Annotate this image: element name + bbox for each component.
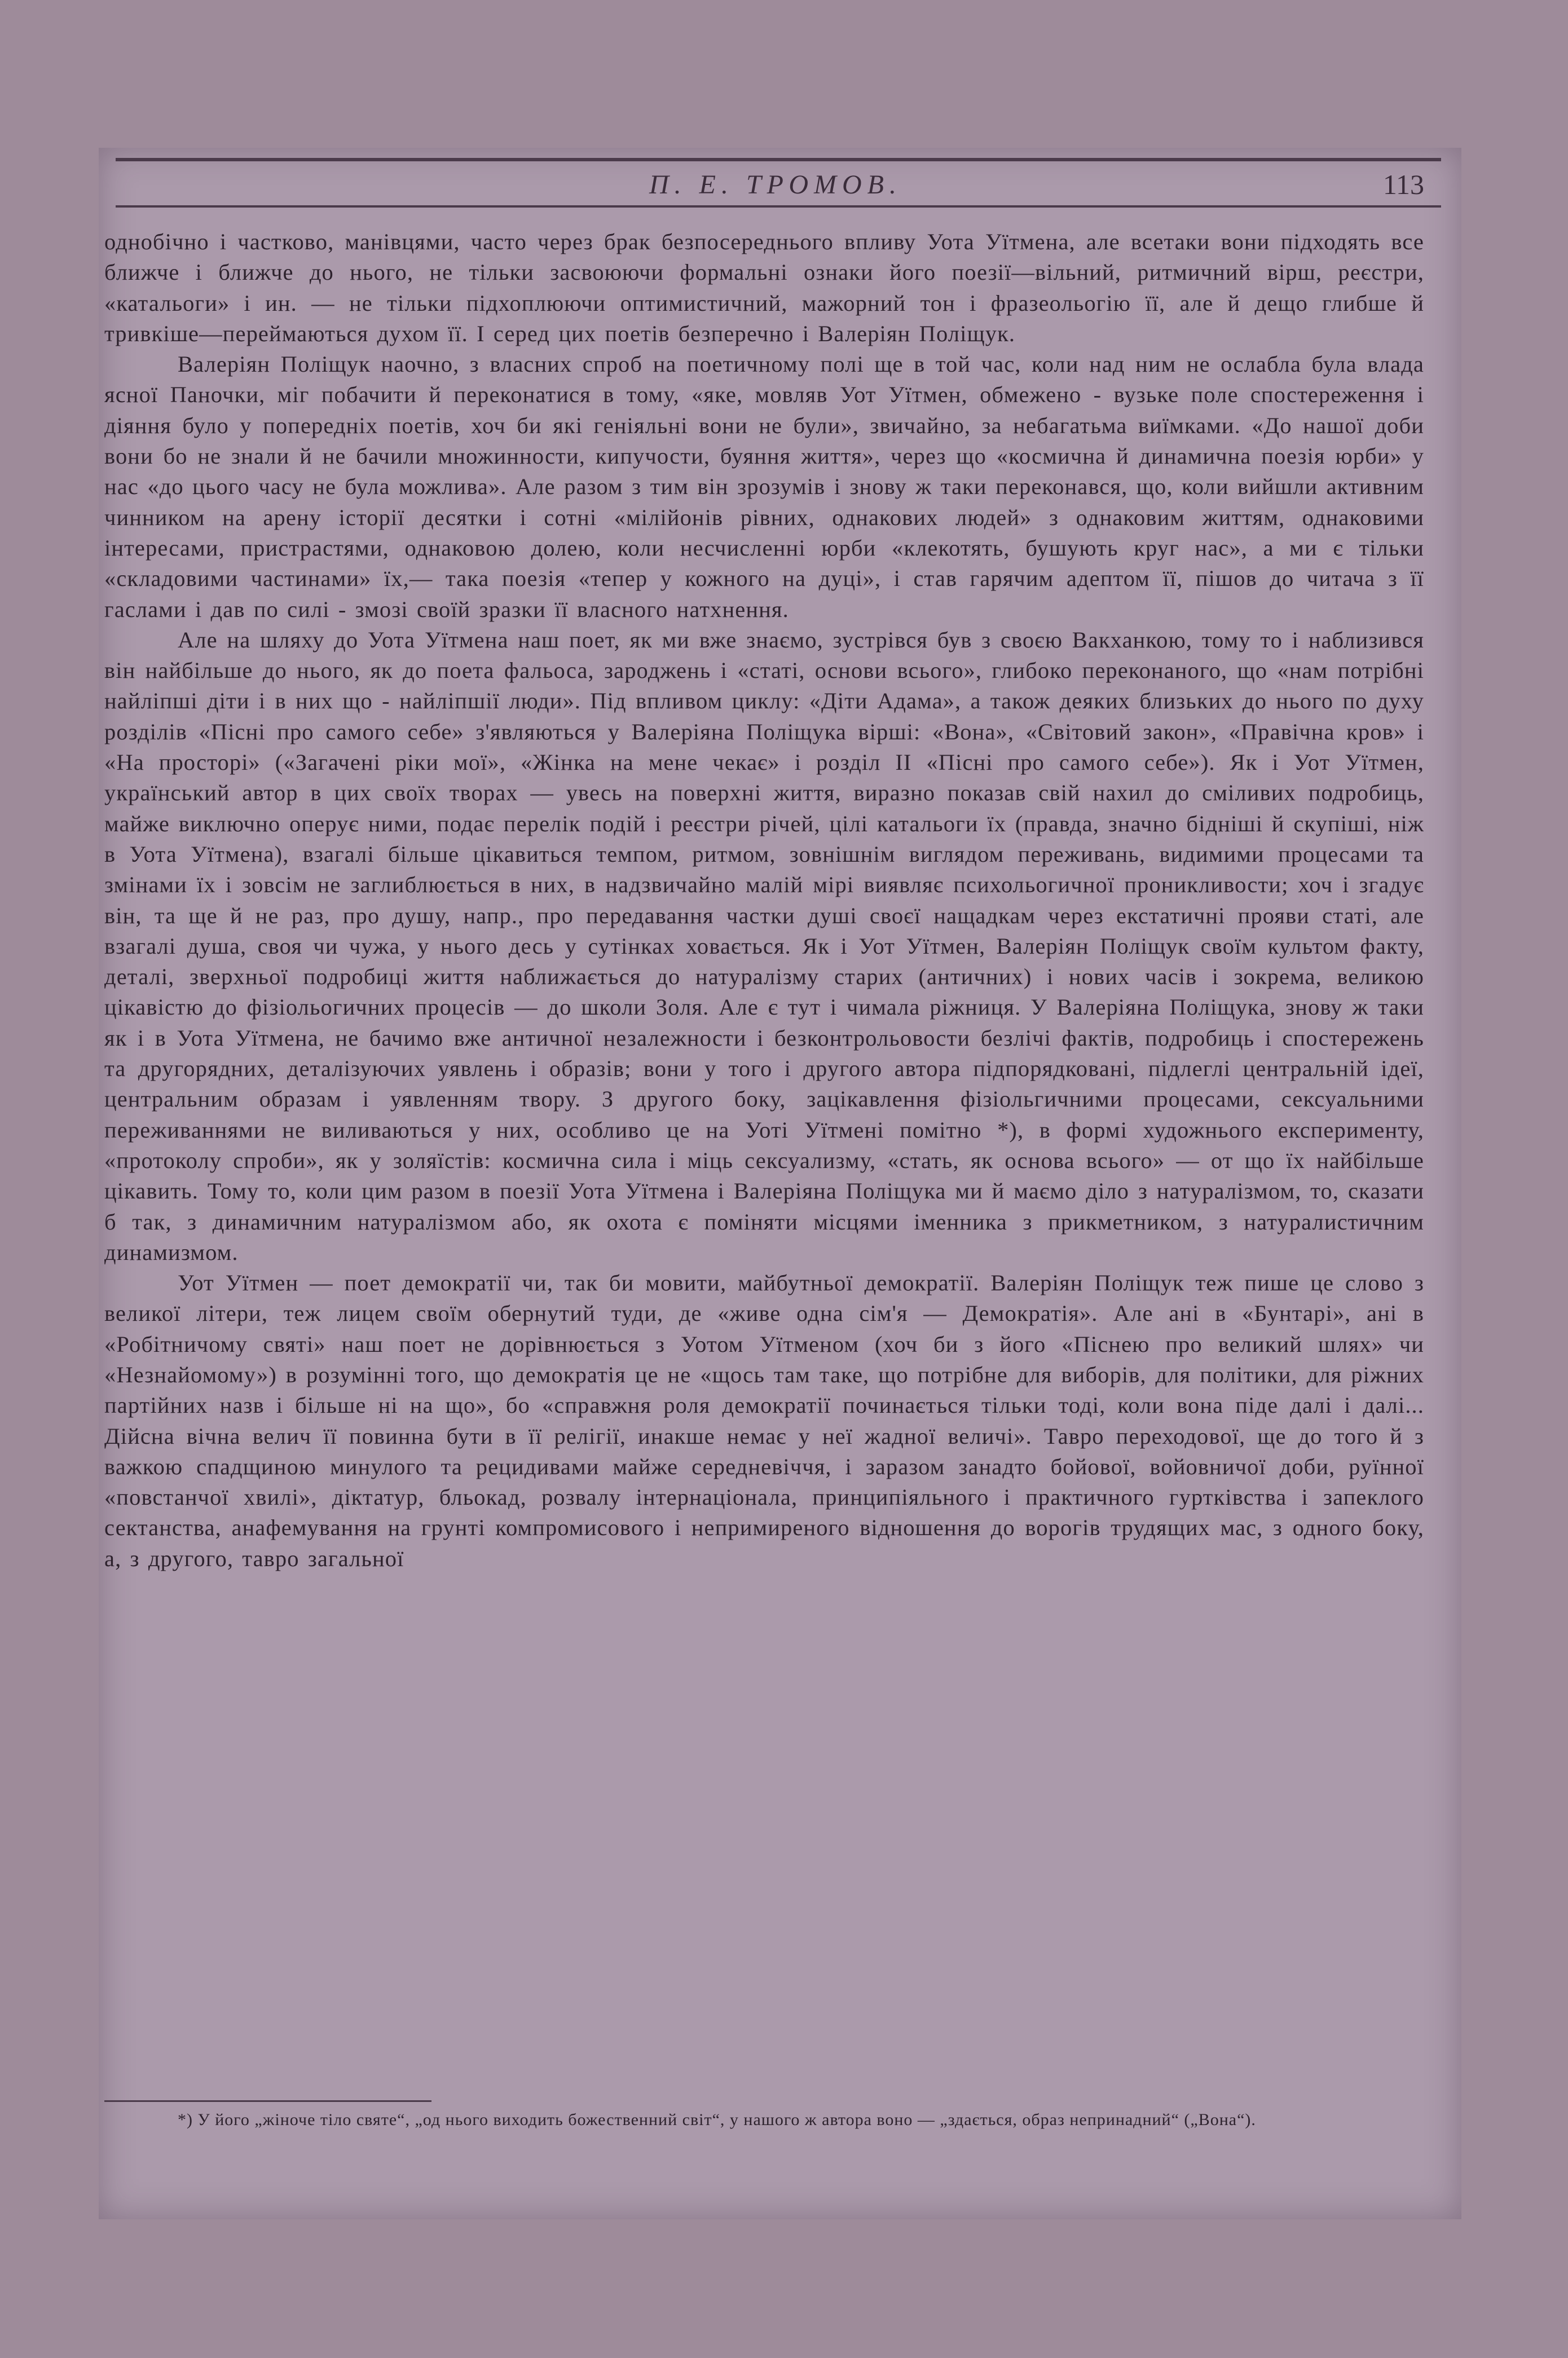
paragraph-1: однобічно і частково, манівцями, часто через брак безпосереднього впливу Уота Уїтмена, але всетаки вони підходять все ближче і ближче до нього, не тільки засвоюючи формальні ознаки його поезії—вільний, ритмичний вірш, реєстри, «катальоги» і ин. — не тільки підхоплюючи оптимистичний, мажорний тон і фразеольогію її, але й дещо глибше й тривкіше—переймаються духом її. І серед цих поетів безперечно і Валеріян Поліщук. <box>104 229 1424 346</box>
footnote-marker: *) <box>178 2110 193 2129</box>
header-rule-bottom <box>116 205 1441 208</box>
header-rule-top <box>116 158 1441 161</box>
paragraph-4: Уот Уїтмен — поет демократії чи, так би мовити, майбутньої демократії. Валеріян Поліщук теж пише це слово з великої літери, теж лицем своїм обернутий туди, де «живе одна сім'я — Демократія». Але ані в «Бунтарі», ані в «Робітничому святі» наш поет не дорівнюється з Уотом Уїтменом (хоч би з його «Піснею про великий шлях» чи «Незнайомому») в розумінні того, що демократія це не «щось там таке, що потрібне для виборів, для політики, для ріжних партійних назв і більше ні на що», бо «справжня роля демократії починається тільки тоді, коли вона піде далі і далі... Дійсна вічна велич її повинна бути в її релігії, инакше немає у неї жадної величі». Тавро переходової, ще до того й з важкою спадщиною минулого та рецидивами майже середневіччя, і заразом занадто бойової, войовничої доби, руїнної «повстанчої хвилі», діктатур, бльокад, розвалу інтернаціонала, принципіяльного і практичного гуртківства і запеклого сектанства, анафемування на грунті компромисового і непримиреного відношення до ворогів трудящих мас, з одного боку, а, з другого, тавро загальної <box>104 1270 1424 1571</box>
running-head: П. Е. ТРОМОВ. <box>649 170 902 200</box>
paragraph-2: Валеріян Поліщук наочно, з власних спроб на поетичному полі ще в той час, коли над ним не ослабла була влада ясної Паночки, міг побачити й переконатися в тому, «яке, мовляв Уот Уїтмен, обмежено - вузьке поле спостереження і діяння було у попередніх поетів, хоч би які геніяльні вони не були», звичайно, за небагатьма виїмками. «До нашої доби вони бо не знали й не бачили множинности, кипучости, буяння життя», через що «космична й динамична поезія юрби» у нас «до цього часу не була можлива». Але разом з тим він зрозумів і знову ж таки переконався, що, коли вийшли активним чинником на арену історії десятки і сотні «мілійонів рівних, однакових людей» з однаковим життям, однаковими інтересами, пристрастями, однаковою долею, коли несчисленні юрби «клекотять, бушують круг нас», а ми є тільки «складовими частинами» їх,— така поезія «тепер у кожного на дуці», і став гарячим адептом її, пішов до читача з її гаслами і дав по силі - змозі своїй зразки її власного натхнення. <box>104 351 1424 622</box>
body-text <box>104 227 1424 1574</box>
paragraph-3: Але на шляху до Уота Уїтмена наш поет, як ми вже знаємо, зустрівся був з своєю Вакханкою, тому то і наблизився він найбільше до нього, як до поета фальоса, зароджень і «статі, основи всього», глибоко переконаного, що «нам потрібні найліпші діти і в них що - найліпшії люди». Під впливом циклу: «Діти Адама», а також деяких близьких до нього по духу розділів «Пісні про самого себе» з'являються у Валеріяна Поліщука вірші: «Вона», «Світовий закон», «Правічна кров» і «На просторі» («Загачені ріки мої», «Жінка на мене чекає» і розділ II «Пісні про самого себе»). Як і Уот Уїтмен, український автор в цих своїх творах — увесь на поверхні життя, виразно показав свій нахил до сміливих подробиць, майже виключно оперує ними, подає перелік подій і реєстри річей, цілі катальоги їх (правда, значно бідніші й скупіші, ніж в Уота Уїтмена), взагалі більше цікавиться темпом, ритмом, зовнішнім виглядом переживань, видимими процесами та змінами їх і зовсім не заглиблюється в них, в надзвичайно малій мірі виявляє психольогичної проникливости; хоч і згадує він, та ще й не раз, про душу, напр., про передавання частки душі своєї нащадкам через екстатичні прояви статі, але взагалі душа, своя чи чужа, у нього десь у сутінках ховається. Як і Уот Уїтмен, Валеріян Поліщук своїм культом факту, деталі, зверхньої подробиці життя наближається до натуралізму старих (античних) і нових часів і зокрема, великою цікавістю до фізіольогичних процесів — до школи Золя. Але є тут і чимала ріжниця. У Валеріяна Поліщука, знову ж таки як і в Уота Уїтмена, не бачимо вже античної незалежности і безконтрольовости безлічі фактів, подробиць і спостережень та другорядних, деталізуючих уявлень і образів; вони у того і другого автора підпорядковані, підлеглі центральній ідеї, центральним образам і уявленням твору. З другого боку, зацікавлення фізіольгичними процесами, сексуальними переживаннями не виливаються у них, особливо це на Уоті Уїтмені помітно *), в формі художнього експерименту, «протоколу спроби», як у золяїстів: космична сила і міць сексуализму, «стать, як основа всього» — от що їх найбільше цікавить. Тому то, коли цим разом в поезії Уота Уїтмена і Валеріяна Поліщука ми й маємо діло з натуралізмом, то, сказати б так, з динамичним натуралізмом або, як охота є поміняти місцями іменника з прикметником, з натуралистичним динамизмом. <box>104 627 1424 1265</box>
book-page <box>99 148 1461 2219</box>
footnote-divider <box>104 2100 431 2102</box>
page-number: 113 <box>1382 169 1424 200</box>
footnote <box>104 2108 1424 2132</box>
page-header <box>110 153 1441 215</box>
footnote-text: У його „жіноче тіло святе“, „од нього виходить божественний світ“, у нашого ж автора воно — „здається, образ непринадний“ („Вона“). <box>197 2110 1256 2129</box>
